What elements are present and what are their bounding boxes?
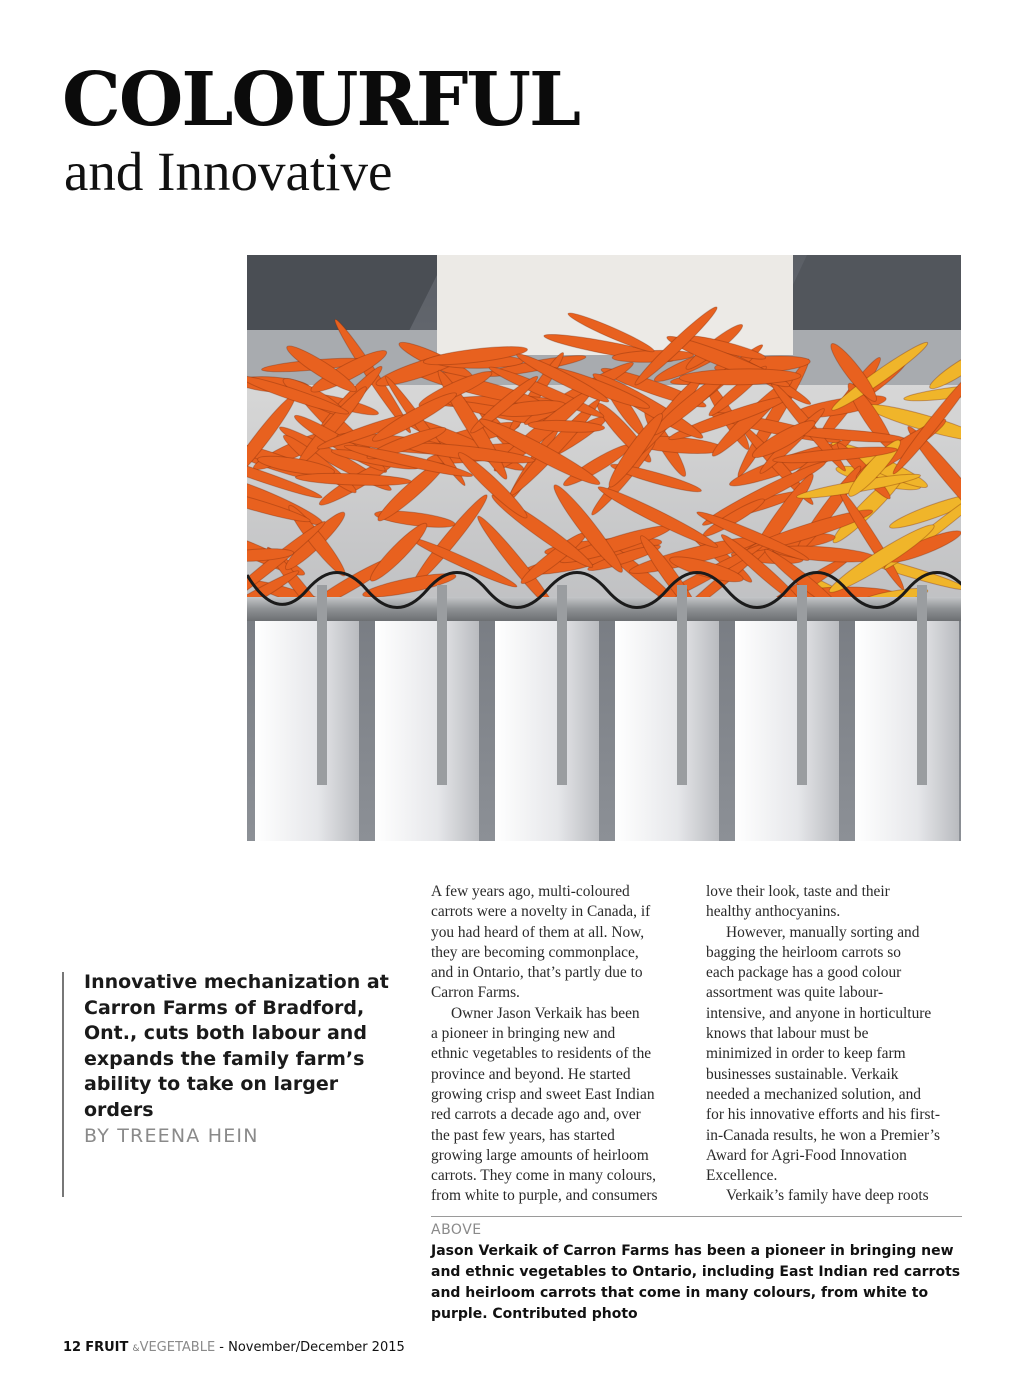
- body-column-2: [706, 882, 968, 1207]
- sorting-chute: [615, 621, 719, 841]
- article-subtitle: and Innovative: [64, 141, 393, 202]
- sensor-post: [797, 585, 807, 785]
- body-line: a pioneer in bringing new and: [431, 1025, 616, 1043]
- body-column-1: [431, 882, 693, 1207]
- sorting-chute: [735, 621, 839, 841]
- body-line: ethnic vegetables to residents of the: [431, 1045, 652, 1063]
- body-line: the past few years, has started: [431, 1126, 615, 1144]
- carrot-sorting-machine-photo: [247, 255, 961, 841]
- body-line: they are becoming commonplace,: [431, 943, 639, 961]
- body-line: businesses sustainable. Verkaik: [706, 1065, 899, 1083]
- body-line: Award for Agri-Food Innovation: [706, 1146, 907, 1164]
- sorting-chute: [255, 621, 359, 841]
- body-line: for his innovative efforts and his first-: [706, 1106, 940, 1124]
- body-line: Carron Farms.: [431, 984, 520, 1002]
- body-line: growing crisp and sweet East Indian: [431, 1085, 655, 1103]
- sorting-chute: [375, 621, 479, 841]
- body-line: However, manually sorting and: [726, 923, 920, 941]
- sensor-post: [437, 585, 447, 785]
- issue-date: - November/December 2015: [215, 1340, 405, 1355]
- body-line: growing large amounts of heirloom: [431, 1146, 649, 1164]
- magazine-name-vegetable: VEGETABLE: [139, 1340, 216, 1355]
- article-deck: Innovative mechanization at Carron Farms of Bradford, Ont., cuts both labour and expands the family farm’s ability to take on larger orders: [84, 971, 389, 1121]
- body-line: healthy anthocyanins.: [706, 903, 841, 921]
- body-line: carrots were a novelty in Canada, if: [431, 903, 651, 921]
- magazine-name-amp: &: [132, 1344, 140, 1354]
- body-line: Owner Jason Verkaik has been: [451, 1004, 640, 1022]
- sensor-post: [917, 585, 927, 785]
- caption-rule: [431, 1216, 962, 1217]
- body-line: from white to purple, and consumers: [431, 1187, 658, 1205]
- page-number: 12: [63, 1340, 82, 1355]
- sensor-post: [317, 585, 327, 785]
- photo-illustration: [247, 255, 961, 841]
- sensor-post: [557, 585, 567, 785]
- body-line: A few years ago, multi-coloured: [431, 883, 630, 900]
- body-line: carrots. They come in many colours,: [431, 1167, 656, 1185]
- sorting-chute: [855, 621, 959, 841]
- body-line: in-Canada results, he won a Premier’s: [706, 1126, 940, 1144]
- body-line: Excellence.: [706, 1167, 778, 1185]
- body-line: minimized in order to keep farm: [706, 1045, 906, 1063]
- caption-text: Jason Verkaik of Carron Farms has been a pioneer in bringing new and ethnic vegetables to Ontario, including East Indian red carrots and heirloom carrots that come in many colours, from white to purple. Contributed photo: [431, 1243, 961, 1322]
- body-line: you had heard of them at all. Now,: [431, 923, 645, 941]
- page-footer: [63, 1340, 405, 1355]
- body-line: each package has a good colour: [706, 964, 902, 982]
- body-line: Verkaik’s family have deep roots: [726, 1187, 929, 1205]
- body-line: and in Ontario, that’s partly due to: [431, 964, 643, 982]
- caption-label: ABOVE: [431, 1222, 482, 1238]
- sensor-post: [677, 585, 687, 785]
- body-line: knows that labour must be: [706, 1025, 869, 1043]
- byline: BY TREENA HEIN: [84, 1125, 259, 1147]
- body-line: province and beyond. He started: [431, 1065, 631, 1083]
- article-title: COLOURFUL: [62, 57, 579, 143]
- body-line: needed a mechanized solution, and: [706, 1085, 921, 1103]
- body-line: red carrots a decade ago and, over: [431, 1106, 641, 1124]
- body-line: assortment was quite labour-: [706, 984, 884, 1002]
- body-line: intensive, and anyone in horticulture: [706, 1004, 932, 1022]
- deck-rule: [62, 972, 64, 1197]
- body-line: bagging the heirloom carrots so: [706, 943, 901, 961]
- magazine-name-fruit: FRUIT: [85, 1340, 129, 1355]
- body-line: love their look, taste and their: [706, 883, 890, 900]
- sorting-chute: [495, 621, 599, 841]
